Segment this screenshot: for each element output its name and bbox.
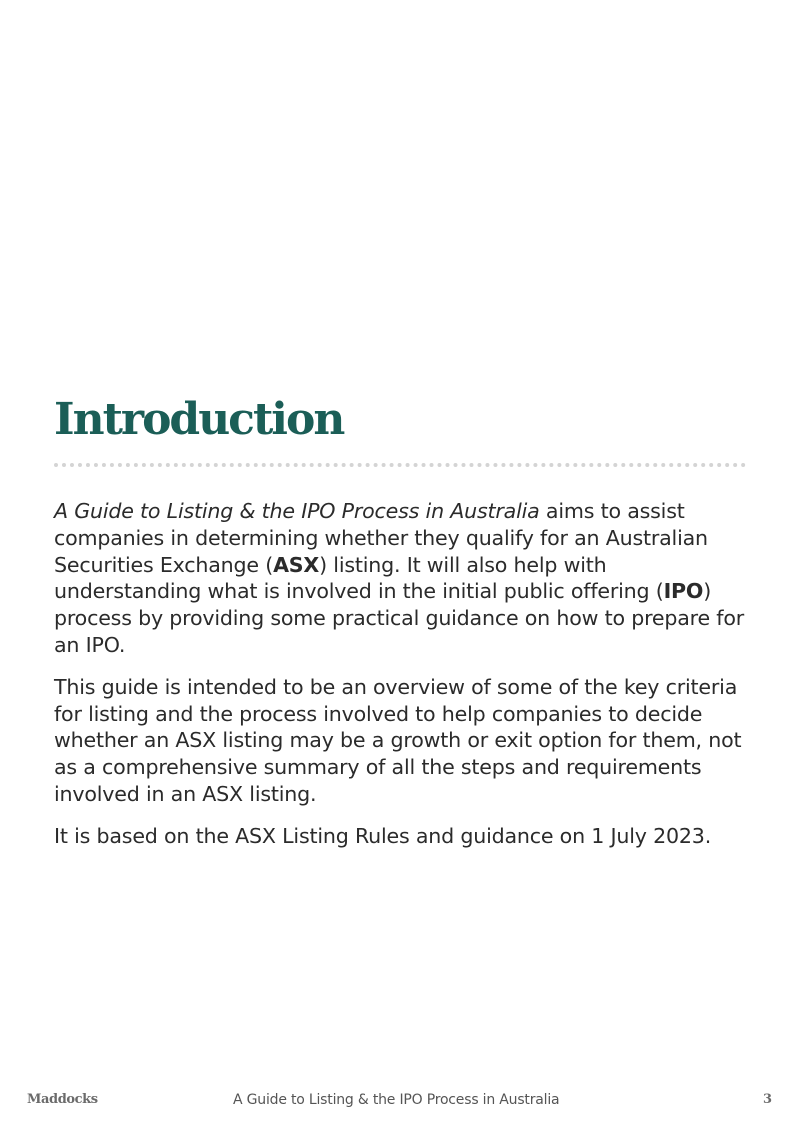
paragraph-1-text-b: ) listing. It will also help with understanding what is involved in the initial public offering ( (54, 552, 664, 604)
intro-paragraph-3: It is based on the ASX Listing Rules and guidance on 1 July 2023. (54, 823, 712, 848)
page-heading: Introduction (54, 394, 344, 445)
footer-brand-logo: Maddocks (27, 1092, 98, 1107)
paragraph-1-text-a: aims to assist companies in determining whether they qualify for an Australian Securities Exchange ( (54, 499, 708, 577)
paragraph-1-text-c: ) process by providing some practical guidance on how to prepare for an IPO. (54, 579, 745, 657)
intro-body (54, 498, 746, 865)
abbr-ipo: IPO (663, 579, 704, 604)
dotted-divider (54, 463, 746, 467)
footer-document-title: A Guide to Listing & the IPO Process in Australia (233, 1092, 560, 1108)
guide-title-italic: A Guide to Listing & the IPO Process in Australia (54, 499, 540, 523)
abbr-asx: ASX (273, 552, 320, 577)
footer-page-number: 3 (762, 1092, 772, 1107)
intro-paragraph-1 (54, 498, 746, 659)
intro-paragraph-2: This guide is intended to be an overview of some of the key criteria for listing and the process involved to help companies to decide whether an ASX listing may be a growth or exit option for them, not as a comprehensive summary of all the steps and requirements involved in an ASX listing. (54, 674, 742, 806)
